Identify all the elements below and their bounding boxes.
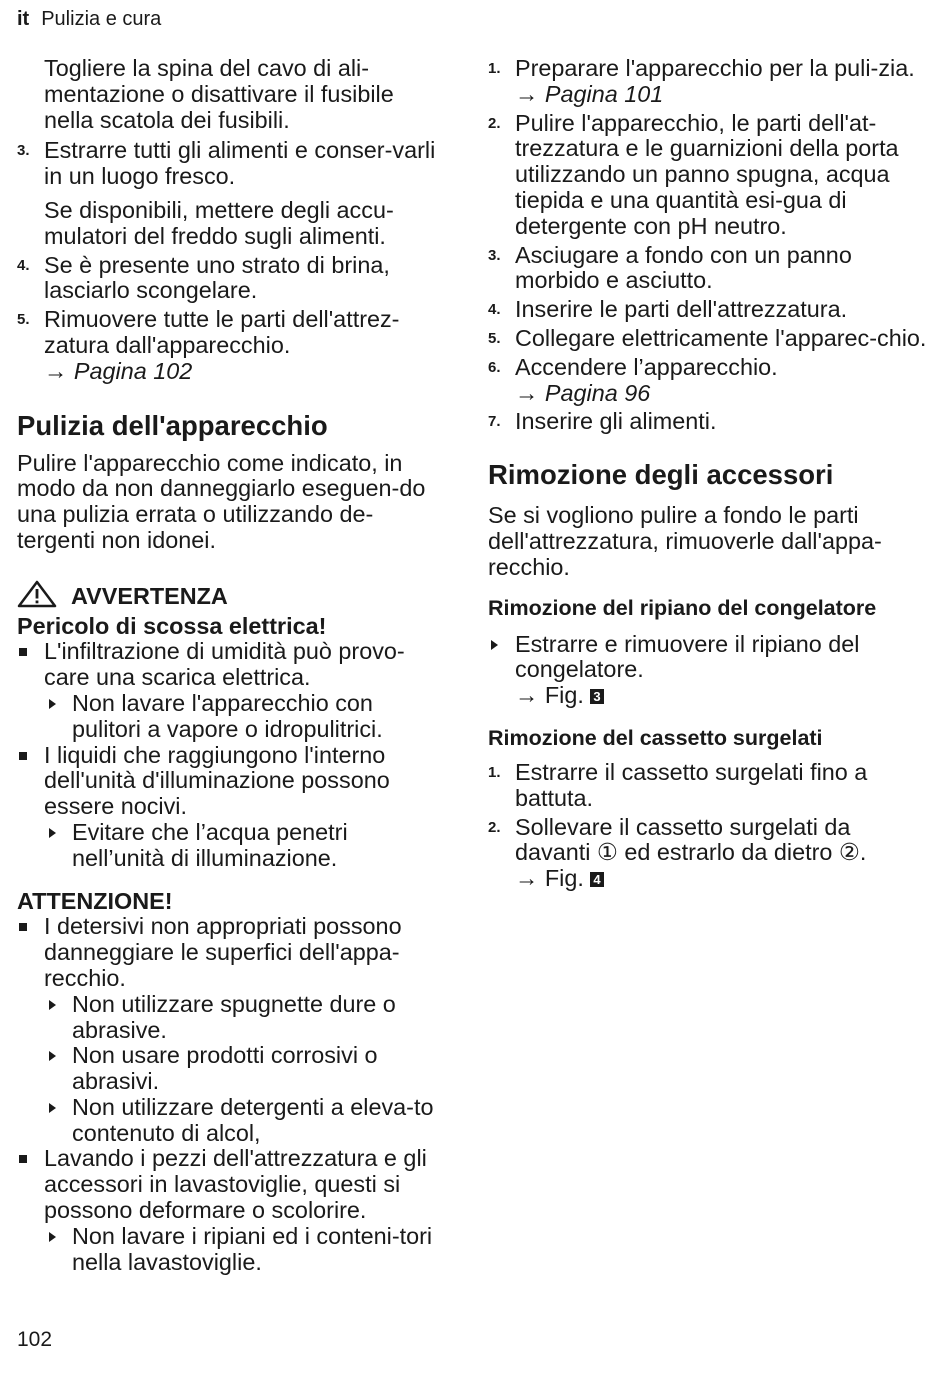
action-triangle-icon xyxy=(49,1000,56,1010)
intro-continuation: Togliere la spina del cavo di ali-mentazione o disattivare il fusibile nella scatola dei fusibili. xyxy=(44,55,394,133)
step-text: Estrarre tutti gli alimenti e conser-varli in un luogo fresco. xyxy=(44,137,436,190)
step-number: 5. xyxy=(17,311,30,329)
bullet-square-icon xyxy=(19,923,27,931)
drawer-step-2 xyxy=(488,815,928,892)
step-number: 4. xyxy=(488,301,501,319)
step-3 xyxy=(17,138,442,190)
action-triangle-icon xyxy=(491,640,498,650)
page-reference-link[interactable]: → Pagina 102 xyxy=(44,357,193,384)
cleaning-step-2 xyxy=(488,111,928,240)
step-number: 3. xyxy=(17,142,30,160)
removal-intro: Se si vogliono pulire a fondo le parti dell'attrezzatura, rimuoverle dall'appa-recchio. xyxy=(488,502,882,580)
page-number: 102 xyxy=(17,1328,53,1351)
step-number: 1. xyxy=(488,60,501,77)
step-number: 5. xyxy=(488,329,501,347)
action-triangle-icon xyxy=(49,828,56,838)
warning-action-text: Evitare che l’acqua penetri nell’unità di illuminazione. xyxy=(72,818,348,871)
step-text: Inserire gli alimenti. xyxy=(515,408,717,435)
drawer-step-1 xyxy=(488,760,928,812)
caution-action xyxy=(17,992,442,1044)
step-text: Sollevare il cassetto surgelati da davanti ① ed estrarlo da dietro ②. xyxy=(515,813,867,866)
cleaning-intro: Pulire l'apparecchio come indicato, in modo da non danneggiarlo eseguen-do una pulizia errata o utilizzando de-tergenti non idonei. xyxy=(17,449,426,553)
caution-action xyxy=(17,1095,442,1147)
step-number: 6. xyxy=(488,358,501,376)
step-text: Preparare l'apparecchio per la puli-zia. xyxy=(515,55,915,81)
page-header xyxy=(17,8,161,31)
warning-title: Pericolo di scossa elettrica! xyxy=(17,612,327,639)
action-triangle-icon xyxy=(49,699,56,709)
step-text: Inserire le parti dell'attrezzatura. xyxy=(515,296,848,323)
section-name: Pulizia e cura xyxy=(41,8,162,30)
left-column xyxy=(17,56,442,1275)
cleaning-step-5 xyxy=(488,326,928,352)
cleaning-step-1 xyxy=(488,56,928,108)
figure-reference-link[interactable]: → Fig. 3 xyxy=(515,683,928,709)
shelf-action-text: Estrarre e rimuovere il ripiano del congelatore. xyxy=(515,630,860,683)
step-text: Collegare elettricamente l'apparec-chio. xyxy=(515,324,927,351)
caution-action xyxy=(17,1043,442,1095)
caution-action xyxy=(17,1224,442,1276)
warning-item xyxy=(17,743,442,820)
warning-label: AVVERTENZA xyxy=(71,582,228,609)
step-text: Se è presente uno strato di brina, lasciarlo scongelare. xyxy=(44,251,390,304)
warning-action xyxy=(17,820,442,872)
step-number: 1. xyxy=(488,763,501,781)
page-reference-link[interactable]: → Pagina 101 xyxy=(515,80,664,107)
warning-action-text: Non lavare l'apparecchio con pulitori a vapore o idropulitrici. xyxy=(72,689,383,742)
step-number: 4. xyxy=(17,256,30,274)
warning-item-text: L'infiltrazione di umidità può provo-care una scarica elettrica. xyxy=(44,638,405,691)
shelf-heading: Rimozione del ripiano del congelatore xyxy=(488,595,877,620)
bullet-square-icon xyxy=(19,648,27,656)
caution-item xyxy=(17,914,442,991)
warning-header xyxy=(17,580,442,614)
figure-number-badge: 3 xyxy=(590,689,603,704)
bullet-square-icon xyxy=(19,752,27,760)
removal-heading: Rimozione degli accessori xyxy=(488,459,834,491)
step-text: Estrarre il cassetto surgelati fino a battuta. xyxy=(515,758,868,811)
step-5 xyxy=(17,307,442,384)
cleaning-step-4 xyxy=(488,297,928,323)
figure-number-badge: 4 xyxy=(590,872,603,887)
caution-item-text: I detersivi non appropriati possono danneggiare le superfici dell'appa-recchio. xyxy=(44,913,402,991)
caution-action-text: Non utilizzare detergenti a eleva-to contenuto di alcol, xyxy=(72,1093,434,1146)
cleaning-step-7 xyxy=(488,409,928,435)
caution-label: ATTENZIONE! xyxy=(17,887,173,914)
step-number: 2. xyxy=(488,818,501,836)
step-3-note: Se disponibili, mettere degli accu-mulatori del freddo sugli alimenti. xyxy=(44,196,394,249)
step-text: Pulire l'apparecchio, le parti dell'at-trezzatura e le guarnizioni della porta utilizzando un panno spugna, acqua tiepida e una quantità esi-gua di detergente con pH neutro. xyxy=(515,109,899,239)
step-number: 2. xyxy=(488,114,501,132)
caution-item-text: Lavando i pezzi dell'attrezzatura e gli accessori in lavastoviglie, questi si possono deformare o scolorire. xyxy=(44,1145,427,1224)
action-triangle-icon xyxy=(49,1103,56,1113)
cleaning-step-3 xyxy=(488,243,928,295)
warning-item xyxy=(17,639,442,691)
step-number: 3. xyxy=(488,246,501,264)
warning-item-text: I liquidi che raggiungono l'interno dell'unità d'illuminazione possono essere nocivi. xyxy=(44,741,390,820)
warning-triangle-icon xyxy=(17,580,57,614)
caution-action-text: Non utilizzare spugnette dure o abrasive. xyxy=(72,990,396,1043)
figure-reference-link[interactable]: → Fig. 4 xyxy=(515,866,928,892)
right-column xyxy=(488,56,928,892)
caution-item xyxy=(17,1146,442,1223)
caution-action-text: Non usare prodotti corrosivi o abrasivi. xyxy=(72,1042,378,1095)
step-text: Rimuovere tutte le parti dell'attrez-zatura dall'apparecchio. xyxy=(44,306,400,358)
bullet-square-icon xyxy=(19,1155,27,1163)
shelf-action xyxy=(488,632,928,709)
step-text: Asciugare a fondo con un panno morbido e asciutto. xyxy=(515,241,852,294)
step-number: 7. xyxy=(488,413,501,431)
warning-action xyxy=(17,691,442,743)
step-4 xyxy=(17,253,442,305)
cleaning-step-6 xyxy=(488,355,928,407)
caution-action-text: Non lavare i ripiani ed i conteni-tori nella lavastoviglie. xyxy=(72,1222,433,1275)
action-triangle-icon xyxy=(49,1232,56,1242)
page-reference-link[interactable]: → Pagina 96 xyxy=(515,379,651,406)
step-text: Accendere l’apparecchio. xyxy=(515,353,778,380)
language-code: it xyxy=(17,8,30,30)
drawer-heading: Rimozione del cassetto surgelati xyxy=(488,725,823,750)
action-triangle-icon xyxy=(49,1051,56,1061)
cleaning-heading: Pulizia dell'apparecchio xyxy=(17,409,328,441)
